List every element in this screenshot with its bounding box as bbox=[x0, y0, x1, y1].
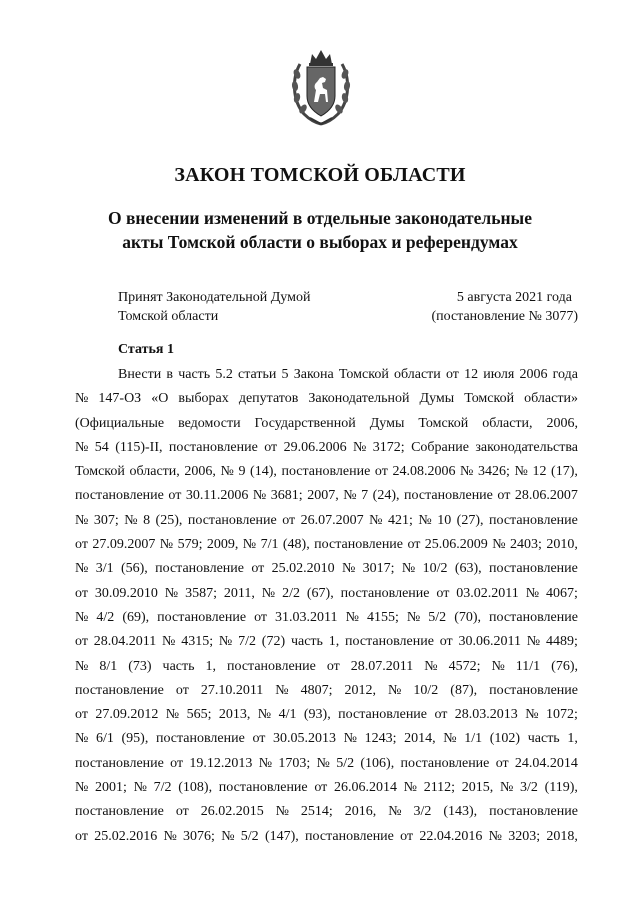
word: Томской bbox=[75, 464, 125, 480]
word: Томской bbox=[338, 367, 389, 382]
word: № bbox=[75, 391, 89, 407]
word: 03.02.2011 bbox=[456, 585, 519, 601]
word: № bbox=[275, 682, 289, 698]
word: постановление bbox=[168, 439, 258, 455]
word: № bbox=[218, 634, 233, 650]
word: 7/1 bbox=[260, 537, 279, 553]
word: 1/1 bbox=[464, 731, 483, 747]
word: 12 bbox=[532, 464, 547, 480]
word: 2112; bbox=[423, 780, 456, 796]
word: 10 bbox=[437, 512, 452, 528]
word: 3587; bbox=[185, 585, 217, 601]
word: 1, bbox=[328, 634, 340, 650]
word: № bbox=[388, 682, 402, 698]
word: Думы bbox=[369, 415, 405, 431]
word: 2007, bbox=[307, 488, 339, 504]
word: (102) bbox=[489, 731, 521, 747]
word: 1, bbox=[567, 731, 578, 747]
word: законодательства bbox=[475, 439, 578, 455]
word: постановление bbox=[489, 609, 578, 625]
word: от bbox=[445, 367, 459, 382]
word: 29.06.2006 bbox=[283, 439, 347, 455]
word: 3017; bbox=[362, 561, 395, 577]
word: 2001; bbox=[95, 780, 127, 796]
word: постановление bbox=[187, 512, 277, 528]
word: 1072; bbox=[546, 707, 578, 723]
word: № bbox=[257, 707, 272, 723]
article-heading: Статья 1 bbox=[118, 342, 174, 357]
word: постановление bbox=[404, 488, 493, 504]
word: от bbox=[170, 755, 184, 771]
body-line bbox=[75, 630, 578, 654]
word: Томской bbox=[418, 415, 469, 431]
word: № bbox=[403, 780, 417, 796]
adoption-date-block bbox=[431, 288, 578, 326]
body-line bbox=[75, 363, 578, 387]
word: 30.11.2006 bbox=[185, 488, 249, 504]
word: от bbox=[497, 488, 511, 504]
word: 5/2 bbox=[428, 609, 447, 625]
word: часть bbox=[290, 634, 323, 650]
word: (95), bbox=[121, 731, 149, 747]
word: от bbox=[400, 828, 414, 844]
word: (14), bbox=[250, 464, 277, 480]
word: 27.10.2011 bbox=[200, 682, 264, 698]
word: № bbox=[341, 561, 356, 577]
word: постановление bbox=[305, 828, 394, 844]
body-line bbox=[75, 679, 578, 703]
word: Томской bbox=[464, 391, 515, 407]
word: № bbox=[492, 537, 506, 553]
word: часть bbox=[527, 731, 560, 747]
body-line bbox=[75, 703, 578, 727]
word: часть bbox=[162, 658, 195, 674]
word: области, bbox=[129, 464, 180, 480]
word: от bbox=[282, 512, 296, 528]
word: (143), bbox=[443, 804, 478, 820]
word: 2018, bbox=[546, 828, 578, 844]
body-line bbox=[75, 460, 578, 484]
word: 4/1 bbox=[278, 707, 297, 723]
word: 22.04.2016 bbox=[419, 828, 483, 844]
word: (67), bbox=[306, 585, 334, 601]
word: Законодательной bbox=[308, 391, 410, 407]
word: постановление bbox=[75, 682, 164, 698]
word: от bbox=[175, 804, 189, 820]
body-line bbox=[75, 752, 578, 776]
word: № bbox=[388, 804, 402, 820]
word: от bbox=[374, 464, 388, 480]
word: № bbox=[221, 828, 235, 844]
body-line bbox=[75, 484, 578, 508]
word: 3/1 bbox=[95, 561, 114, 577]
word: постановление bbox=[155, 561, 244, 577]
word: постановление bbox=[155, 731, 245, 747]
word: постановление bbox=[157, 609, 247, 625]
body-line bbox=[75, 387, 578, 411]
word: № bbox=[163, 828, 177, 844]
word: постановление bbox=[489, 561, 578, 577]
word: (17), bbox=[551, 464, 578, 480]
word: № bbox=[369, 512, 383, 528]
word: № bbox=[261, 585, 276, 601]
word: № bbox=[488, 828, 502, 844]
word: 8/1 bbox=[99, 658, 118, 674]
word: 9 bbox=[238, 464, 246, 480]
body-line bbox=[75, 533, 578, 557]
word: от bbox=[439, 634, 453, 650]
word: 2011, bbox=[223, 585, 255, 601]
word: от bbox=[314, 780, 328, 796]
word: 1, bbox=[205, 658, 216, 674]
word: 5 bbox=[281, 367, 289, 382]
word: постановление bbox=[488, 512, 578, 528]
word: 4067; bbox=[545, 585, 578, 601]
article-body bbox=[75, 363, 578, 849]
word: № bbox=[220, 464, 234, 480]
word: № bbox=[401, 561, 416, 577]
word: 27.09.2007 bbox=[92, 537, 156, 553]
word: 2514; bbox=[300, 804, 333, 820]
word: 54 bbox=[94, 439, 109, 455]
word: Государственной bbox=[254, 415, 356, 431]
word: ведомости bbox=[178, 415, 241, 431]
word: от bbox=[75, 634, 88, 650]
word: области, bbox=[482, 415, 533, 431]
word: 24.08.2006 bbox=[392, 464, 456, 480]
word: № bbox=[406, 609, 421, 625]
word: 2009, bbox=[206, 537, 239, 553]
word: № bbox=[75, 780, 89, 796]
word: от bbox=[251, 561, 265, 577]
word: (87), bbox=[450, 682, 478, 698]
word: 3/2 bbox=[413, 804, 432, 820]
word: № bbox=[75, 439, 89, 455]
word: 565; bbox=[186, 707, 212, 723]
word: 31.03.2011 bbox=[275, 609, 338, 625]
word: 30.06.2011 bbox=[458, 634, 521, 650]
word: от bbox=[434, 707, 448, 723]
word: от bbox=[254, 609, 268, 625]
law-title: ЗАКОН ТОМСКОЙ ОБЛАСТИ bbox=[174, 164, 466, 186]
word: 2403; bbox=[510, 537, 542, 553]
word: выборах bbox=[178, 391, 229, 407]
word: от bbox=[252, 731, 266, 747]
word: № bbox=[252, 488, 267, 504]
word: от bbox=[168, 488, 182, 504]
word: № bbox=[514, 464, 528, 480]
word: постановление bbox=[340, 585, 430, 601]
word: 7 bbox=[361, 488, 369, 504]
word: № bbox=[258, 755, 273, 771]
word: от bbox=[175, 682, 189, 698]
word: 28.03.2013 bbox=[454, 707, 518, 723]
law-subtitle-line: О внесении изменений в отдельные законодательные bbox=[107, 208, 532, 228]
word: статьи bbox=[238, 367, 277, 382]
word: (Официальные bbox=[75, 415, 165, 431]
word: постановление bbox=[75, 488, 164, 504]
word: 307; bbox=[93, 512, 119, 528]
word: 2/2 bbox=[282, 585, 300, 601]
word: 5.2 bbox=[215, 367, 233, 382]
word: № bbox=[460, 464, 474, 480]
word: (115)-II, bbox=[115, 439, 163, 455]
word: (24), bbox=[372, 488, 400, 504]
word: от bbox=[75, 707, 88, 723]
word: года bbox=[552, 367, 578, 382]
word: 4572; bbox=[448, 658, 481, 674]
word: 2014, bbox=[404, 731, 436, 747]
word: № bbox=[443, 731, 457, 747]
word: № bbox=[75, 731, 89, 747]
word: № bbox=[424, 658, 438, 674]
word: 1243; bbox=[364, 731, 397, 747]
word: (119), bbox=[544, 780, 578, 796]
word: постановление bbox=[338, 707, 428, 723]
word: Думы bbox=[419, 391, 455, 407]
word: № bbox=[316, 755, 330, 771]
word: (106), bbox=[360, 755, 395, 771]
word: 26.06.2014 bbox=[333, 780, 397, 796]
word: депутатов bbox=[238, 391, 299, 407]
word: «О bbox=[151, 391, 169, 407]
word: от bbox=[75, 828, 88, 844]
body-line bbox=[75, 436, 578, 460]
law-subtitle bbox=[60, 206, 580, 254]
adoption-body bbox=[118, 288, 310, 326]
word: от bbox=[326, 658, 340, 674]
word: 28.07.2011 bbox=[350, 658, 414, 674]
body-line bbox=[75, 776, 578, 800]
word: № bbox=[345, 609, 359, 625]
word: (48), bbox=[282, 537, 310, 553]
word: 3076; bbox=[183, 828, 215, 844]
tomsk-coat-of-arms-icon bbox=[290, 44, 352, 128]
word: № bbox=[133, 780, 147, 796]
word: 4315; bbox=[181, 634, 214, 650]
word: от bbox=[75, 537, 88, 553]
word: от bbox=[495, 755, 509, 771]
word: 4/2 bbox=[96, 609, 115, 625]
word: 2016, bbox=[344, 804, 377, 820]
word: от bbox=[407, 537, 421, 553]
word: 27.09.2012 bbox=[95, 707, 159, 723]
word: постановление bbox=[75, 755, 164, 771]
word: от bbox=[75, 585, 88, 601]
word: постановление bbox=[75, 804, 164, 820]
word: постановление bbox=[345, 634, 434, 650]
word: № bbox=[353, 439, 367, 455]
word: постановление bbox=[489, 682, 578, 698]
word: 30.05.2013 bbox=[273, 731, 337, 747]
word: 28.06.2007 bbox=[514, 488, 578, 504]
body-line bbox=[75, 606, 578, 630]
word: (63), bbox=[454, 561, 482, 577]
word: 25.06.2009 bbox=[424, 537, 488, 553]
word: 7/2 bbox=[153, 780, 172, 796]
word: № bbox=[499, 780, 514, 796]
word: 2013, bbox=[218, 707, 251, 723]
word: 11/1 bbox=[515, 658, 541, 674]
word: (70), bbox=[454, 609, 482, 625]
word: 2010, bbox=[546, 537, 578, 553]
word: области bbox=[393, 367, 441, 382]
word: постановление bbox=[400, 755, 490, 771]
word: Закона bbox=[293, 367, 334, 382]
word: № bbox=[75, 512, 89, 528]
word: 4807; bbox=[300, 682, 333, 698]
word: 421; bbox=[387, 512, 413, 528]
word: 8 bbox=[143, 512, 151, 528]
word: от bbox=[436, 585, 450, 601]
word: от bbox=[264, 439, 278, 455]
body-line bbox=[75, 825, 578, 849]
word: 7/2 bbox=[238, 634, 256, 650]
word: 147-ОЗ bbox=[98, 391, 142, 407]
word: 579; bbox=[177, 537, 203, 553]
word: (76), bbox=[551, 658, 578, 674]
adoption-date: 5 августа 2021 года bbox=[456, 290, 572, 305]
word: 26.07.2007 bbox=[300, 512, 364, 528]
word: 25.02.2016 bbox=[94, 828, 158, 844]
word: 4155; bbox=[366, 609, 399, 625]
word: (69), bbox=[122, 609, 150, 625]
word: 28.04.2011 bbox=[93, 634, 157, 650]
word: № bbox=[75, 609, 89, 625]
word: № bbox=[165, 707, 180, 723]
word: 2006 bbox=[519, 367, 548, 382]
word: 30.09.2010 bbox=[94, 585, 158, 601]
word: 3426; bbox=[478, 464, 510, 480]
word: часть bbox=[178, 367, 211, 382]
word: 26.02.2015 bbox=[200, 804, 264, 820]
word: № bbox=[275, 804, 289, 820]
word: постановление bbox=[489, 804, 578, 820]
word: № bbox=[164, 585, 179, 601]
word: (73) bbox=[128, 658, 152, 674]
word: 19.12.2013 bbox=[189, 755, 253, 771]
word: 2006, bbox=[184, 464, 216, 480]
word: июля bbox=[483, 367, 515, 382]
word: 2015, bbox=[461, 780, 494, 796]
word: № bbox=[525, 585, 540, 601]
word: 2006, bbox=[546, 415, 578, 431]
body-line bbox=[75, 412, 578, 436]
word: № bbox=[75, 561, 89, 577]
word: № bbox=[343, 488, 357, 504]
word: (72) bbox=[261, 634, 286, 650]
word: (27), bbox=[456, 512, 484, 528]
word: (93), bbox=[303, 707, 331, 723]
word: № bbox=[491, 658, 505, 674]
body-line bbox=[75, 582, 578, 606]
word: 10/2 bbox=[422, 561, 448, 577]
word: Собрание bbox=[411, 439, 469, 455]
word: № bbox=[162, 634, 176, 650]
word: 3/2 bbox=[519, 780, 538, 796]
word: области» bbox=[524, 391, 578, 407]
body-line bbox=[75, 800, 578, 824]
word: 4489; bbox=[545, 634, 578, 650]
word: (56), bbox=[120, 561, 148, 577]
word: постановление bbox=[314, 537, 404, 553]
word: № bbox=[75, 658, 89, 674]
word: 3681; bbox=[270, 488, 303, 504]
word: (108), bbox=[178, 780, 213, 796]
word: постановление bbox=[281, 464, 371, 480]
adoption-body-line: Принят Законодательной Думой bbox=[118, 290, 311, 305]
body-line bbox=[75, 557, 578, 581]
body-line bbox=[75, 509, 578, 533]
adoption-body-line: Томской области bbox=[118, 309, 219, 324]
word: 10/2 bbox=[413, 682, 439, 698]
word: 25.02.2010 bbox=[271, 561, 335, 577]
resolution-number: (постановление № 3077) bbox=[431, 309, 578, 324]
word: 5/2 bbox=[336, 755, 355, 771]
word: 12 bbox=[464, 367, 479, 382]
word: (25), bbox=[155, 512, 183, 528]
word: 1703; bbox=[278, 755, 311, 771]
body-line bbox=[75, 655, 578, 679]
word: № bbox=[124, 512, 138, 528]
word: № bbox=[343, 731, 357, 747]
word: 2012, bbox=[344, 682, 377, 698]
word: 3172; bbox=[372, 439, 405, 455]
word: 24.04.2014 bbox=[514, 755, 578, 771]
word: 5/2 bbox=[240, 828, 259, 844]
body-line bbox=[75, 727, 578, 751]
word: в bbox=[166, 367, 174, 382]
word: № bbox=[418, 512, 432, 528]
word: 3203; bbox=[508, 828, 541, 844]
word: 6/1 bbox=[95, 731, 114, 747]
word: постановление bbox=[226, 658, 316, 674]
word: № bbox=[525, 707, 539, 723]
word: № bbox=[159, 537, 174, 553]
word: Внести bbox=[118, 367, 162, 382]
word: № bbox=[526, 634, 541, 650]
word: (147), bbox=[264, 828, 299, 844]
word: № bbox=[242, 537, 257, 553]
word: постановление bbox=[218, 780, 308, 796]
law-subtitle-line: акты Томской области о выборах и референдумах bbox=[122, 232, 518, 252]
